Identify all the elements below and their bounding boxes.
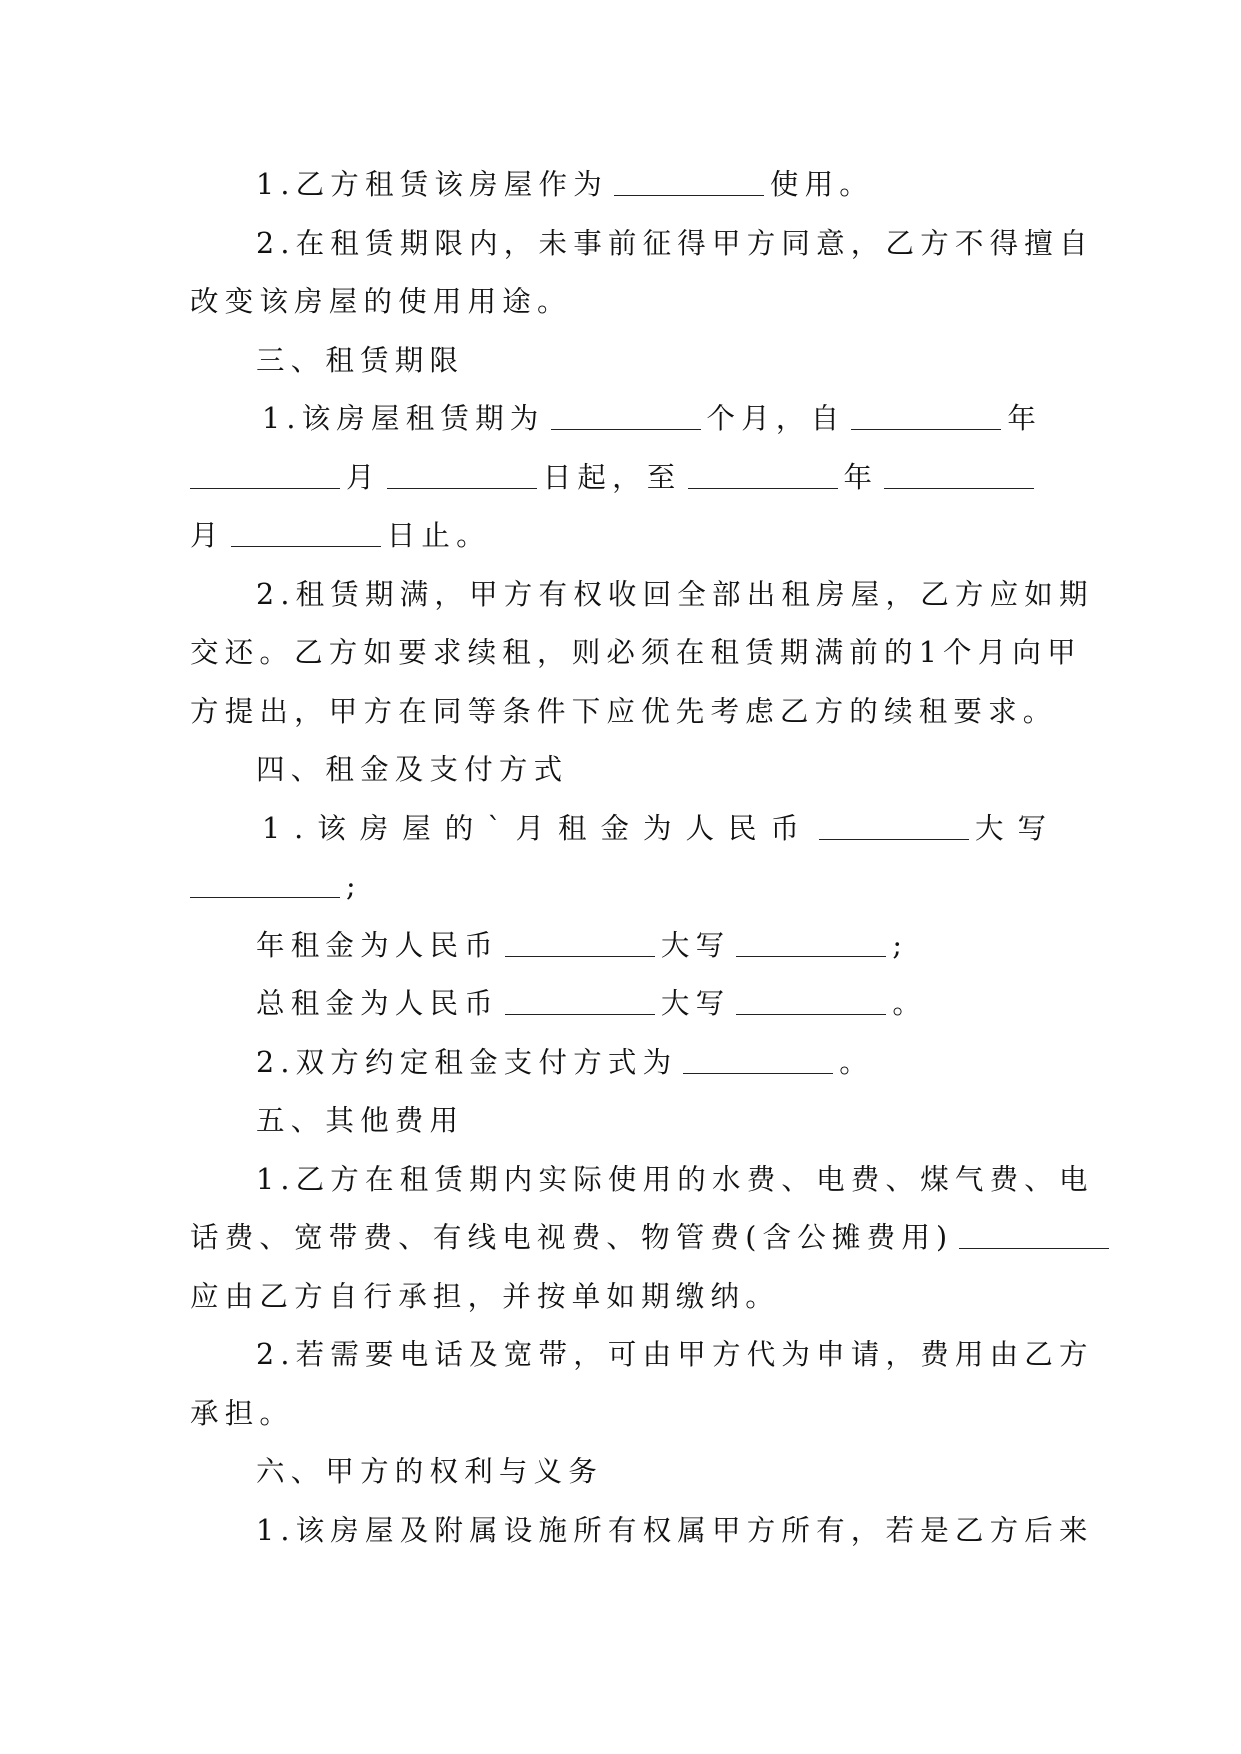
section-heading: 五、其他费用 (256, 1104, 465, 1137)
clause-text: 。 (839, 1045, 874, 1079)
clause-renewal-cont (190, 624, 1082, 683)
clause-utilities (190, 1151, 1094, 1210)
clause-text: 交还。乙方如要求续租，则必须在租赁期满前的1个月向甲 (190, 636, 1082, 669)
clause-lease-period (190, 390, 1056, 449)
clause-text: 。 (892, 987, 928, 1020)
clause-utilities-end (190, 1268, 1056, 1327)
clause-text: 大写 (974, 811, 1060, 845)
clause-text: 1.该房屋租赁期为 (262, 402, 545, 435)
clause-text: 日起，至 (542, 460, 682, 494)
section-heading-landlord-rights (190, 1443, 1056, 1502)
clause-ownership (190, 1502, 1094, 1561)
fill-blank-start-year[interactable] (851, 401, 1001, 431)
fill-blank-monthly-rent-words[interactable] (190, 869, 340, 899)
clause-text: 大写 (660, 987, 731, 1020)
clause-text: 1.乙方在租赁期内实际使用的水费、电费、煤气费、电 (256, 1162, 1094, 1196)
clause-text: 月 (346, 460, 381, 494)
clause-no-change-usage (190, 215, 1094, 274)
fill-blank-months[interactable] (551, 401, 701, 431)
clause-text: 年 (843, 460, 879, 494)
fill-blank-payment-method[interactable] (683, 1044, 833, 1074)
clause-lease-period-end (190, 507, 1056, 566)
fill-blank-end-day[interactable] (231, 518, 381, 548)
fill-blank-start-day[interactable] (387, 459, 537, 489)
clause-text: 承担。 (190, 1396, 295, 1430)
clause-text: 2.若需要电话及宽带，可由甲方代为申请，费用由乙方 (256, 1338, 1094, 1371)
fill-blank-annual-rent-words[interactable] (736, 927, 886, 957)
clause-text: 2.租赁期满，甲方有权收回全部出租房屋，乙方应如期 (256, 577, 1094, 611)
clause-phone-broadband-cont (190, 1385, 1056, 1444)
section-heading-rent (190, 741, 1056, 800)
clause-text: 2.双方约定租金支付方式为 (256, 1045, 678, 1079)
section-heading: 三、租赁期限 (256, 343, 465, 377)
section-heading: 六、甲方的权利与义务 (256, 1455, 604, 1488)
clause-text: 总租金为人民币 (256, 987, 499, 1020)
clause-text: 改变该房屋的使用用途。 (190, 285, 572, 318)
clause-text: 大写 (660, 928, 731, 962)
clause-text: 1.该房屋及附属设施所有权属甲方所有，若是乙方后来 (256, 1513, 1094, 1547)
clause-text: 使用。 (769, 168, 875, 201)
clause-text: 个月，自 (706, 402, 846, 435)
clause-text: 方提出，甲方在同等条件下应优先考虑乙方的续租要求。 (190, 694, 1058, 728)
fill-blank-usage[interactable] (614, 167, 764, 197)
clause-monthly-rent-cont (190, 858, 1056, 917)
fill-blank-annual-rent[interactable] (505, 927, 655, 957)
clause-text: 2.在租赁期限内，未事前征得甲方同意，乙方不得擅自 (256, 226, 1094, 260)
clause-text: 年租金为人民币 (256, 928, 499, 962)
fill-blank-total-rent[interactable] (505, 986, 655, 1016)
section-heading-other-fees (190, 1092, 1056, 1151)
clause-payment-method (190, 1034, 1056, 1093)
section-heading: 四、租金及支付方式 (256, 753, 569, 786)
clause-utilities-cont (190, 1209, 1056, 1268)
fill-blank-start-month[interactable] (190, 459, 340, 489)
clause-renewal (190, 566, 1094, 625)
clause-text: ; (892, 928, 909, 962)
clause-text: 1.该房屋的`月租金为人民币 (262, 811, 813, 845)
clause-text: 日止。 (386, 519, 491, 552)
contract-body (190, 156, 1094, 1560)
clause-phone-broadband (190, 1326, 1094, 1385)
clause-monthly-rent (190, 800, 1060, 859)
fill-blank-end-month[interactable] (884, 459, 1034, 489)
clause-text: ; (346, 870, 362, 903)
clause-text: 1.乙方租赁该房屋作为 (256, 168, 608, 201)
clause-text: 话费、宽带费、有线电视费、物管费(含公摊费用) (190, 1221, 954, 1254)
clause-usage-purpose (190, 156, 1056, 215)
clause-no-change-usage-cont (190, 273, 1056, 332)
fill-blank-monthly-rent[interactable] (819, 810, 969, 840)
clause-text: 年 (1007, 402, 1043, 435)
clause-text: 应由乙方自行承担，并按单如期缴纳。 (190, 1279, 780, 1313)
clause-annual-rent (190, 917, 1056, 976)
fill-blank-utilities[interactable] (959, 1220, 1109, 1250)
fill-blank-end-year[interactable] (688, 459, 838, 489)
clause-text: 月 (190, 519, 225, 552)
clause-renewal-end (190, 683, 1056, 742)
clause-lease-period-cont (190, 449, 1056, 508)
clause-total-rent (190, 975, 1056, 1034)
fill-blank-total-rent-words[interactable] (736, 986, 886, 1016)
section-heading-lease-term (190, 332, 1056, 391)
